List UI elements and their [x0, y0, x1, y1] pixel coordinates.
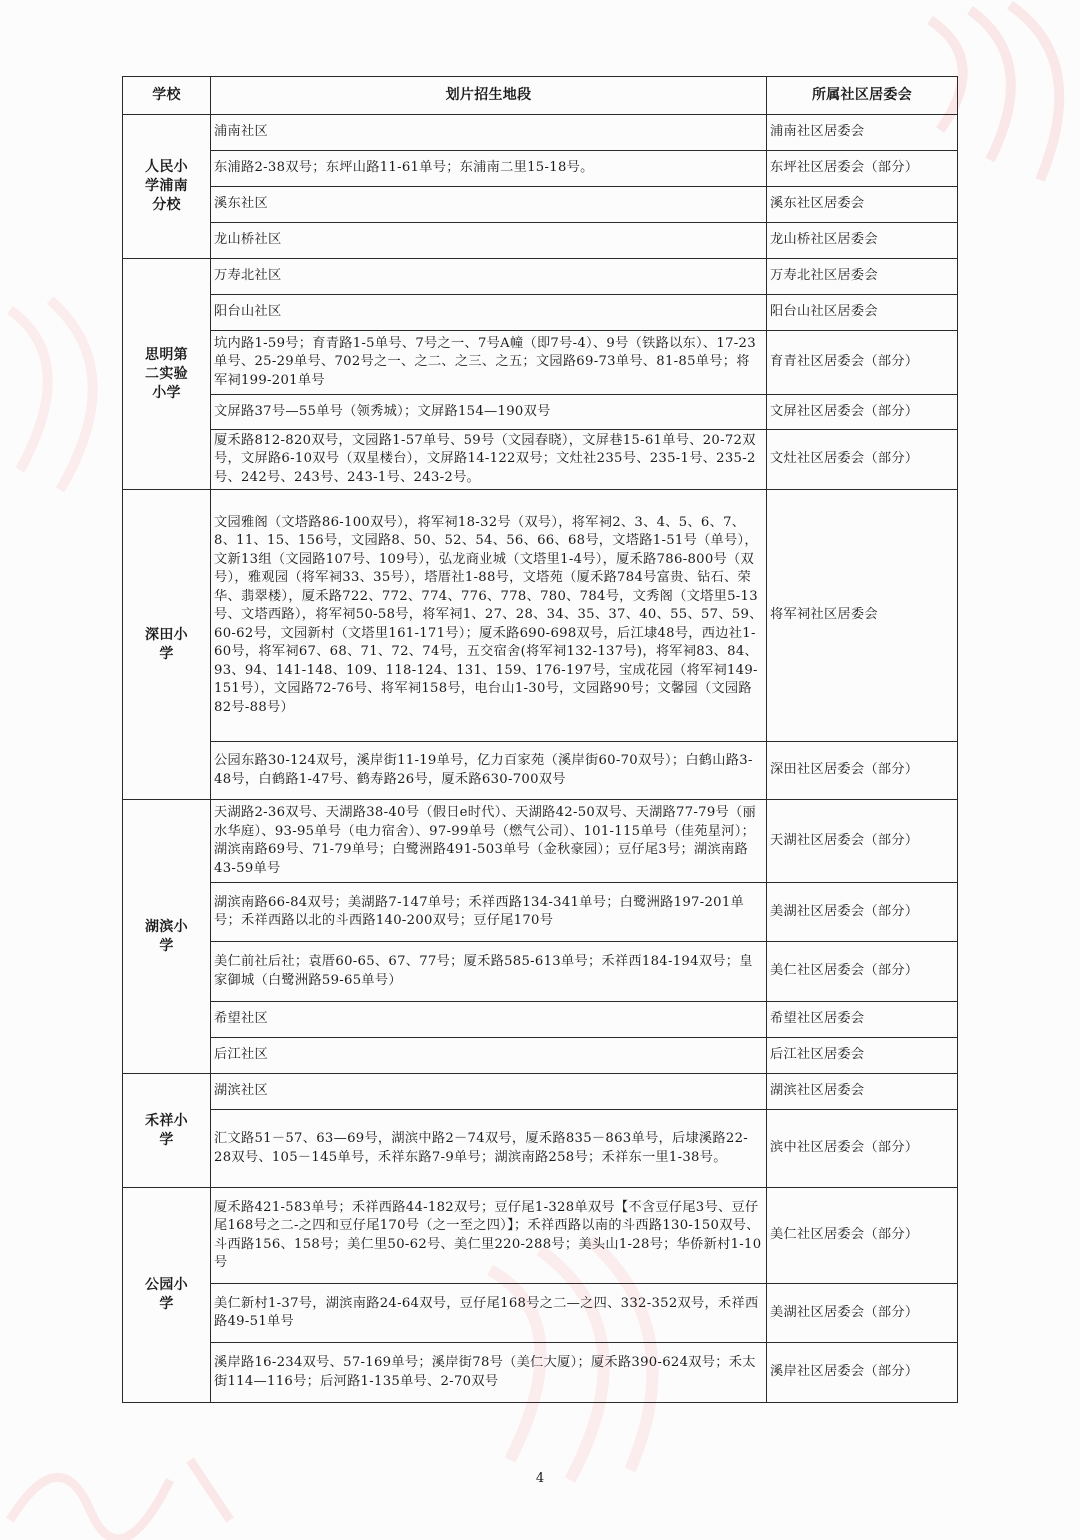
community-cell: 滨中社区居委会（部分）: [767, 1110, 958, 1188]
community-cell: 溪岸社区居委会（部分）: [767, 1343, 958, 1403]
table-row: [123, 331, 958, 395]
area-cell: 阳台山社区: [211, 295, 767, 331]
school-name: 湖滨小学: [123, 800, 211, 1074]
area-cell: 浦南社区: [211, 115, 767, 151]
table-row: [123, 1343, 958, 1403]
area-cell: 坑内路1-59号；育青路1-5单号、7号之一、7号A幢（即7号-4）、9号（铁路以东）、17-23单号、25-29单号、702号之一、之二、之三、之五；文园路69-73单号、81-85单号；将军祠199-201单号: [211, 331, 767, 395]
table-row: [123, 223, 958, 259]
area-cell: 汇文路51－57、63—69号，湖滨中路2－74双号，厦禾路835－863单号，后埭溪路22-28双号、105－145单号，禾祥东路7-9单号；湖滨南路258号；禾祥东一里1-38号。: [211, 1110, 767, 1188]
school-name: 公园小学: [123, 1188, 211, 1403]
community-cell: 深田社区居委会（部分）: [767, 742, 958, 800]
community-cell: 湖滨社区居委会: [767, 1074, 958, 1110]
table-row: [123, 742, 958, 800]
table-row: [123, 883, 958, 942]
area-cell: 后江社区: [211, 1038, 767, 1074]
school-name: 思明第二实验小学: [123, 259, 211, 490]
area-cell: 厦禾路812-820双号，文园路1-57单号、59号（文园春晓），文屏巷15-61单号、20-72双号，文屏路6-10双号（双星楼台），文屏路14-122双号；文灶社235号、235-1号、235-2号、242号、243号、243-1号、243-2号。: [211, 430, 767, 490]
community-cell: 将军祠社区居委会: [767, 490, 958, 742]
community-cell: 阳台山社区居委会: [767, 295, 958, 331]
area-cell: 湖滨南路66-84双号；美湖路7-147单号；禾祥西路134-341单号；白鹭洲路197-201单号；禾祥西路以北的斗西路140-200双号；豆仔尾170号: [211, 883, 767, 942]
community-cell: 万寿北社区居委会: [767, 259, 958, 295]
community-cell: 天湖社区居委会（部分）: [767, 800, 958, 883]
area-cell: 美仁新村1-37号，湖滨南路24-64双号，豆仔尾168号之二—之四、332-352双号，禾祥西路49-51单号: [211, 1284, 767, 1343]
community-cell: 育青社区居委会（部分）: [767, 331, 958, 395]
table-row: [123, 942, 958, 1002]
community-cell: 溪东社区居委会: [767, 187, 958, 223]
community-cell: 美湖社区居委会（部分）: [767, 1284, 958, 1343]
area-cell: 文园雅阁（文塔路86-100双号），将军祠18-32号（双号），将军祠2、3、4、5、6、7、8、11、15、156号，文园路8、50、52、54、56、66、68号，文塔路1-51号（单号），文新13组（文园路107号、109号），弘龙商业城（文塔里1-4号），厦禾路786-800号（双号），雅观园（将军祠33、35号），塔厝社1-88号，文塔苑（厦禾路784号富贵、钻石、荣华、翡翠楼），厦禾路722、772、774、776、778、780、784号，文秀阁（文塔里5-13号、文塔西路），将军祠50-58号，将军祠1、27、28、34、35、37、40、55、57、59、60-62号，文园新村（文塔里161-171号）；厦禾路690-698双号，后江埭48号，西边社1-60号，将军祠67、68、71、72、74号，五交宿舍(将军祠132-137号)，将军祠83、84、93、94、141-148、109、118-124、131、159、176-197号，宝成花园（将军祠149-151号），文园路72-76号、将军祠158号，电台山1-30号，文园路90号；文馨园（文园路82号-88号）: [211, 490, 767, 742]
area-cell: 文屏路37号—55单号（领秀城）；文屏路154—190双号: [211, 395, 767, 430]
table-row: [123, 800, 958, 883]
community-cell: 文屏社区居委会（部分）: [767, 395, 958, 430]
table-row: [123, 1284, 958, 1343]
table-row: [123, 395, 958, 430]
area-cell: 湖滨社区: [211, 1074, 767, 1110]
enrollment-district-table: [122, 76, 958, 1403]
area-cell: 希望社区: [211, 1002, 767, 1038]
page-number: 4: [535, 1471, 545, 1486]
table-row: [123, 1188, 958, 1284]
header-area: 划片招生地段: [211, 77, 767, 115]
area-cell: 天湖路2-36双号、天湖路38-40号（假日e时代）、天湖路42-50双号、天湖路77-79号（丽水华庭）、93-95单号（电力宿舍）、97-99单号（燃气公司）、101-115单号（佳苑星河）；湖滨南路69号、71-79单号；白鹭洲路491-503单号（金秋豪园）；豆仔尾3号；湖滨南路43-59单号: [211, 800, 767, 883]
area-cell: 东浦路2-38双号；东坪山路11-61单号；东浦南二里15-18号。: [211, 151, 767, 187]
community-cell: 龙山桥社区居委会: [767, 223, 958, 259]
header-school: 学校: [123, 77, 211, 115]
school-name: 禾祥小学: [123, 1074, 211, 1188]
community-cell: 美仁社区居委会（部分）: [767, 942, 958, 1002]
table-row: [123, 1038, 958, 1074]
area-cell: 溪岸路16-234双号、57-169单号；溪岸街78号（美仁大厦）；厦禾路390-624双号；禾太街114—116号；后河路1-135单号、2-70双号: [211, 1343, 767, 1403]
table-row: [123, 430, 958, 490]
area-cell: 溪东社区: [211, 187, 767, 223]
community-cell: 后江社区居委会: [767, 1038, 958, 1074]
community-cell: 东坪社区居委会（部分）: [767, 151, 958, 187]
area-cell: 美仁前社后社；袁厝60-65、67、77号；厦禾路585-613单号；禾祥西184-194双号；皇家御城（白鹭洲路59-65单号）: [211, 942, 767, 1002]
table-row: [123, 259, 958, 295]
table-header-row: [123, 77, 958, 115]
area-cell: 万寿北社区: [211, 259, 767, 295]
table-row: [123, 115, 958, 151]
table-row: [123, 1074, 958, 1110]
area-cell: 公园东路30-124双号，溪岸街11-19单号，亿力百家苑（溪岸街60-70双号）；白鹤山路3-48号，白鹤路1-47号、鹤寿路26号，厦禾路630-700双号: [211, 742, 767, 800]
table-row: [123, 490, 958, 742]
school-name: 深田小学: [123, 490, 211, 800]
community-cell: 希望社区居委会: [767, 1002, 958, 1038]
community-cell: 美仁社区居委会（部分）: [767, 1188, 958, 1284]
area-cell: 龙山桥社区: [211, 223, 767, 259]
table-row: [123, 1002, 958, 1038]
table-row: [123, 151, 958, 187]
table-row: [123, 1110, 958, 1188]
school-name: 人民小学浦南分校: [123, 115, 211, 259]
community-cell: 文灶社区居委会（部分）: [767, 430, 958, 490]
table-row: [123, 187, 958, 223]
header-community: 所属社区居委会: [767, 77, 958, 115]
community-cell: 美湖社区居委会（部分）: [767, 883, 958, 942]
area-cell: 厦禾路421-583单号；禾祥西路44-182双号；豆仔尾1-328单双号【不含豆仔尾3号、豆仔尾168号之二-之四和豆仔尾170号（之一至之四）】；禾祥西路以南的斗西路130-150双号、斗西路156、158号；美仁里50-62号、美仁里220-288号；美头山1-28号；华侨新村1-10号: [211, 1188, 767, 1284]
community-cell: 浦南社区居委会: [767, 115, 958, 151]
table-row: [123, 295, 958, 331]
